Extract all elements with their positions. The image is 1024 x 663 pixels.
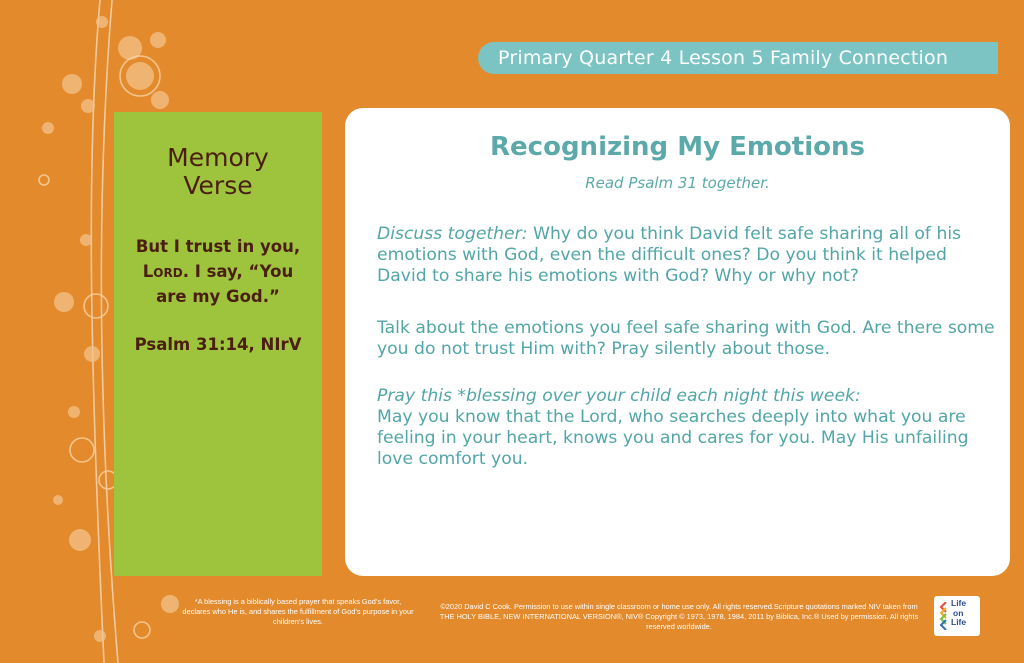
logo-text: [951, 599, 966, 628]
copyright-notice: ©2020 David C Cook. Permission to use within single classroom or home use only. All rights reserved.Scripture quotations marked NIV taken from THE HOLY BIBLE, NEW INTERNATIONAL VERSION®, NIV® Copyright © 1973, 1978, 1984, 2011 by Biblica, Inc.® Used by permission. All rights reserved worldwide.: [439, 602, 919, 631]
memory-verse-panel: [114, 112, 322, 576]
verse-text-start: But I trust in you,: [135, 237, 301, 256]
memory-verse-text: [128, 234, 308, 309]
card-subtitle: Read Psalm 31 together.: [585, 174, 770, 192]
memory-verse-title: Memory Verse: [167, 143, 269, 200]
logo-stripes-icon: [939, 602, 948, 630]
talk-paragraph: Talk about the emotions you feel safe sharing with God. Are there some you do not trust Him with? Pray silently about those.: [377, 318, 995, 359]
life-on-life-logo: [934, 596, 980, 636]
pray-paragraph: [377, 386, 997, 470]
verse-lord: Lord: [142, 262, 183, 281]
lesson-card: [345, 108, 1010, 576]
discuss-paragraph: [377, 224, 997, 287]
lesson-header: Primary Quarter 4 Lesson 5 Family Connection: [478, 42, 998, 74]
pray-label: Pray this *blessing over your child each night this week:: [377, 386, 861, 406]
blessing-text: May you know that the Lord, who searches deeply into what you are feeling in your heart, knows you and cares for you. May His unfailing love comfort you.: [377, 407, 969, 469]
logo-line-3: Life: [951, 617, 967, 627]
discuss-label: Discuss together:: [377, 224, 528, 244]
verse-text-end: . I say, “You are my God.”: [156, 262, 294, 306]
discuss-text: Why do you think David felt safe sharing all of his emotions with God, even the difficult ones? Do you think it helped David to share his emotions with God? Why or why not?: [377, 224, 962, 286]
logo-line-1: Life: [951, 598, 967, 608]
memory-verse-reference: Psalm 31:14, NIrV: [134, 335, 302, 354]
blessing-footnote: *A blessing is a biblically based prayer that speaks God’s favor, declares who He is, and shares the fulfillment of God’s purpose in your children’s lives.: [182, 597, 414, 626]
logo-line-2: on: [953, 607, 964, 618]
card-title: Recognizing My Emotions: [490, 132, 865, 162]
